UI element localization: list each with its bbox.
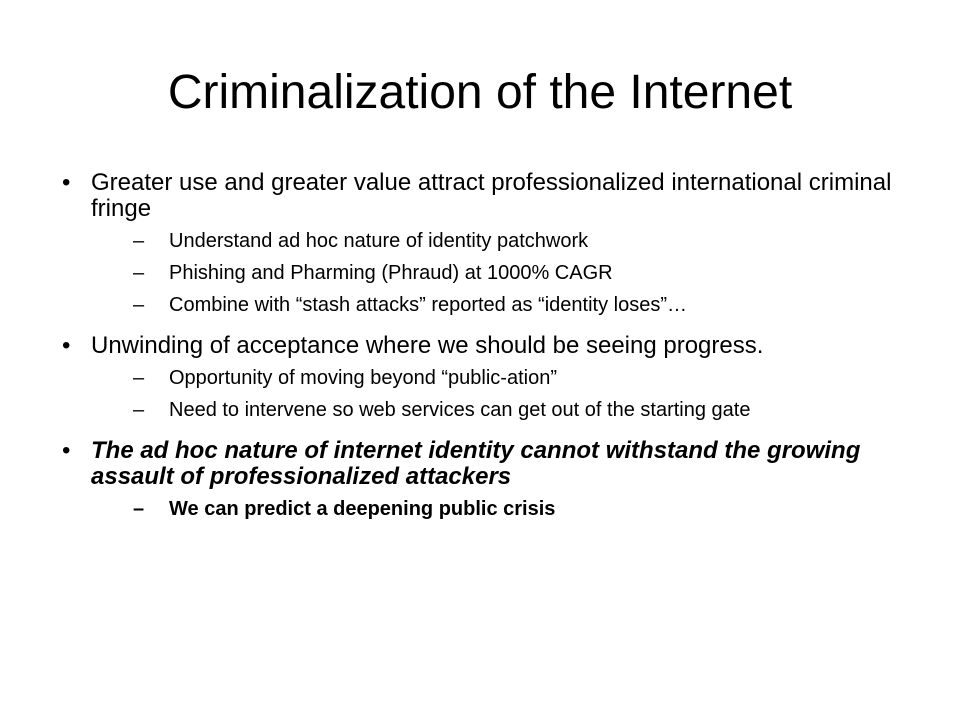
- sub-bullet-marker: –: [133, 367, 145, 389]
- sub-bullet-item: [91, 262, 922, 285]
- sub-bullet-text: Combine with “stash attacks” reported as “identity loses”…: [169, 294, 687, 316]
- bullet-list: [62, 170, 922, 521]
- bullet-text: Unwinding of acceptance where we should be seeing progress.: [91, 332, 764, 359]
- sub-bullet-text: Opportunity of moving beyond “public-ation”: [169, 367, 557, 389]
- bullet-item: [62, 438, 922, 521]
- bullet-text: Greater use and greater value attract professionalized international criminal fringe: [91, 169, 892, 222]
- sub-bullet-marker: –: [133, 294, 145, 316]
- sub-bullet-item: [91, 498, 922, 521]
- sub-bullet-item: [91, 367, 922, 390]
- sub-bullet-list: [91, 230, 922, 317]
- bullet-marker: •: [62, 437, 71, 464]
- slide-title: Criminalization of the Internet: [167, 66, 793, 119]
- sub-bullet-marker: –: [133, 262, 145, 284]
- sub-bullet-text: Understand ad hoc nature of identity patchwork: [169, 230, 589, 252]
- sub-bullet-text: Phishing and Pharming (Phraud) at 1000% CAGR: [169, 262, 613, 284]
- sub-bullet-item: [91, 399, 922, 422]
- sub-bullet-list: [91, 498, 922, 521]
- sub-bullet-marker: –: [133, 498, 145, 520]
- bullet-text-emphasized: The ad hoc nature of internet identity cannot withstand the growing assault of professionalized attackers: [91, 437, 861, 490]
- bullet-marker: •: [62, 332, 71, 359]
- sub-bullet-marker: –: [133, 230, 145, 252]
- sub-bullet-text: We can predict a deepening public crisis: [169, 498, 556, 520]
- bullet-item: [62, 333, 922, 422]
- sub-bullet-list: [91, 367, 922, 422]
- bullet-marker: •: [62, 169, 71, 196]
- sub-bullet-item: [91, 230, 922, 253]
- bullet-item: [62, 170, 922, 317]
- sub-bullet-text: Need to intervene so web services can get out of the starting gate: [169, 399, 751, 421]
- sub-bullet-marker: –: [133, 399, 145, 421]
- sub-bullet-item: [91, 294, 922, 317]
